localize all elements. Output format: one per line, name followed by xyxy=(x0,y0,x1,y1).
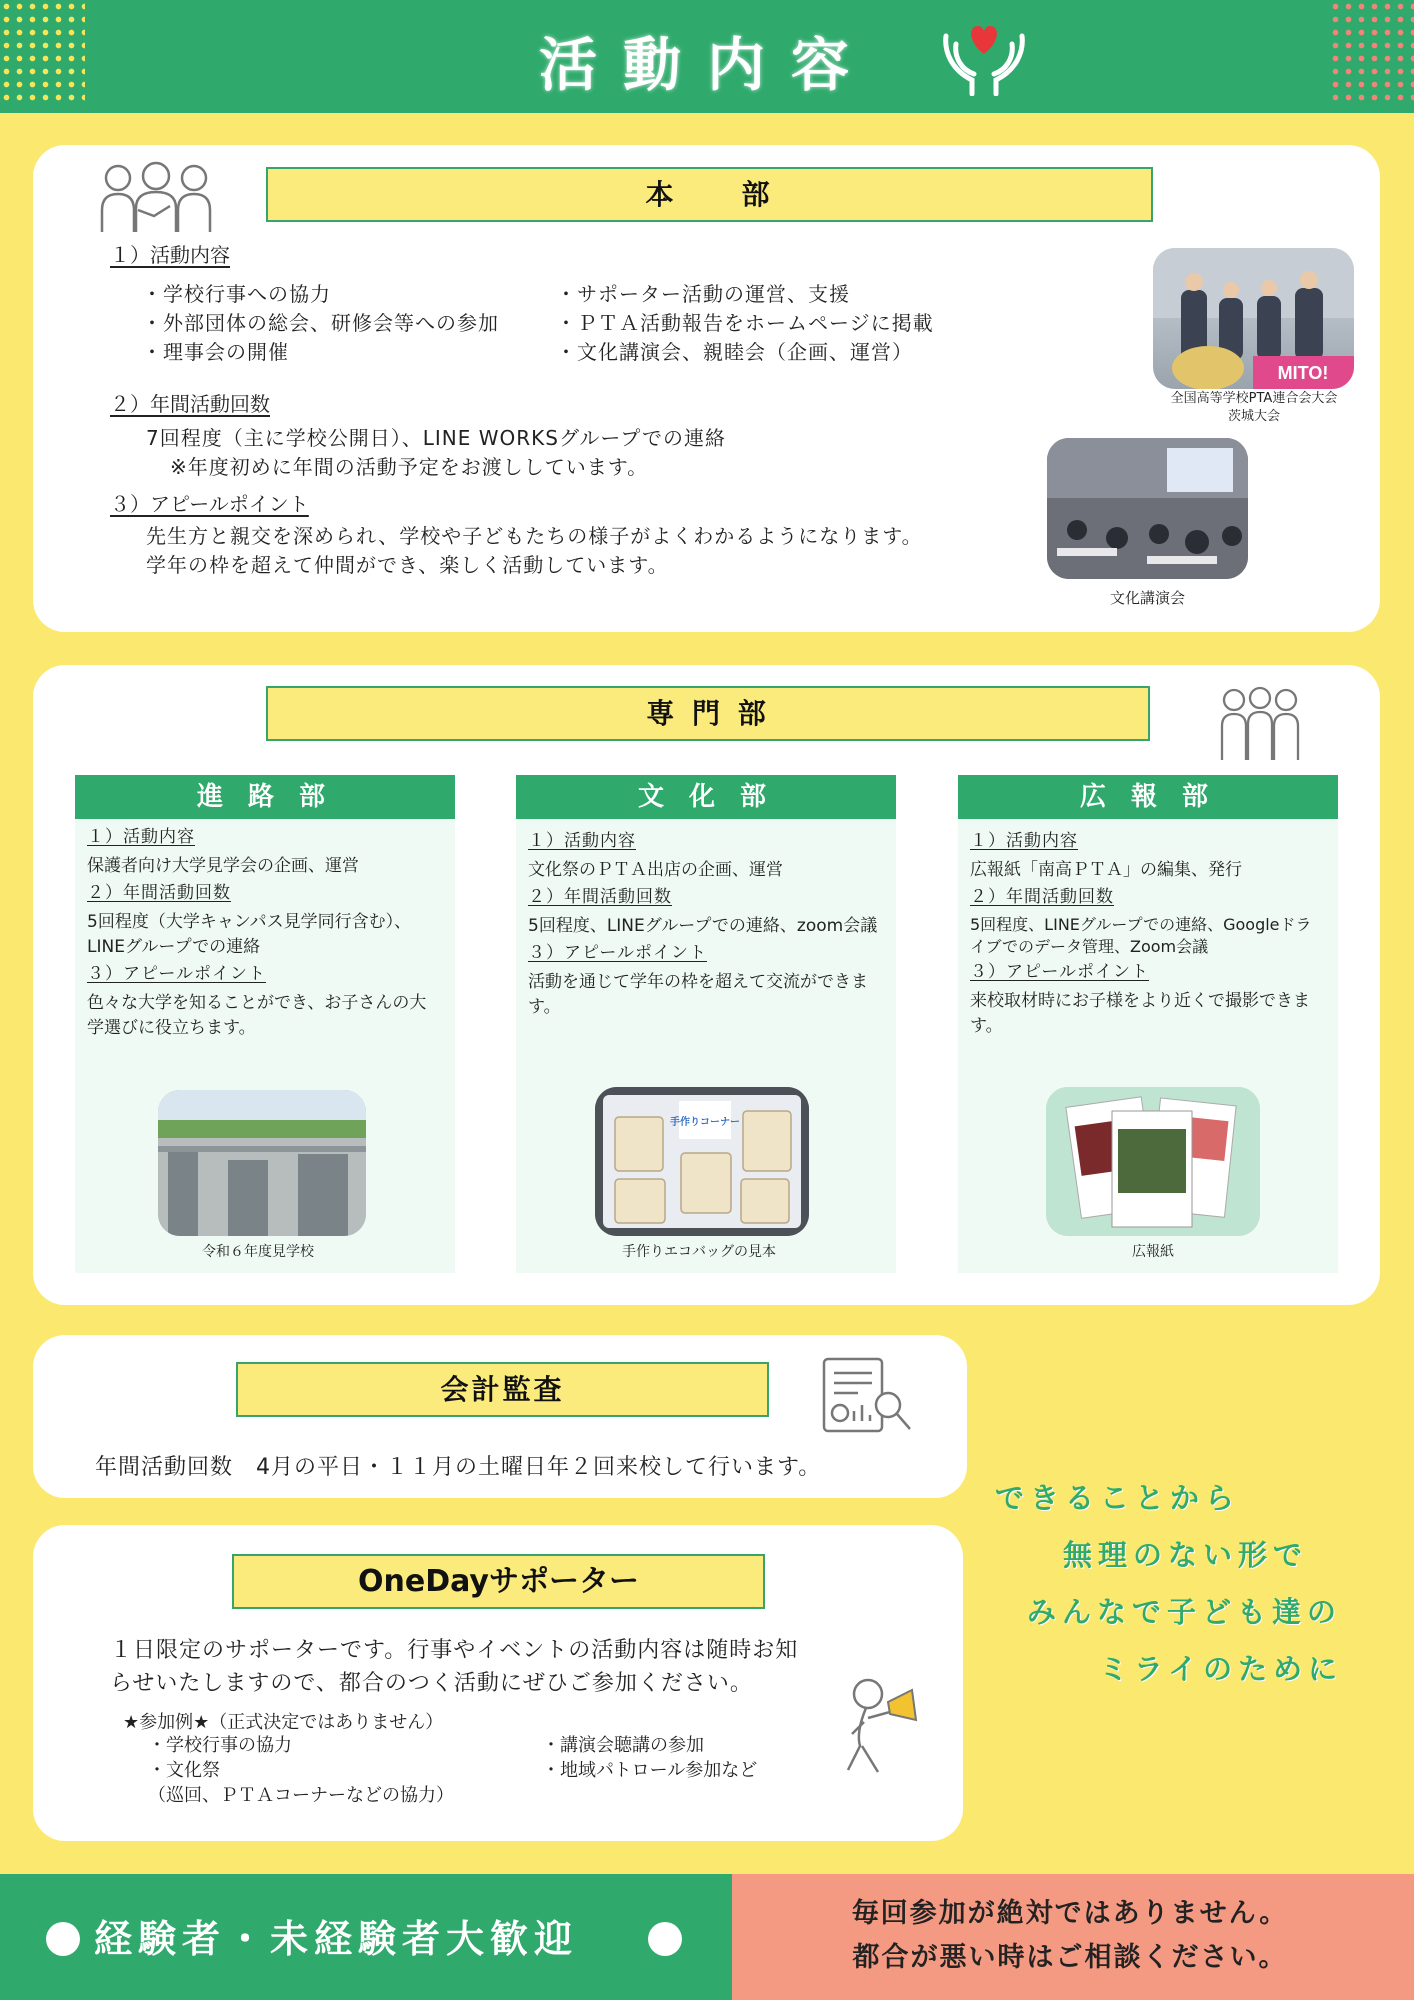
honbu-s1-heading: １）活動内容 xyxy=(110,243,230,267)
oneday-examples-right xyxy=(542,1733,757,1783)
column-text: 5回程度（大学キャンパス見学同行含む）、LINEグループでの連絡 xyxy=(87,912,412,957)
honbu-s1-list-left xyxy=(142,280,499,367)
column-text: 文化祭のＰＴＡ出店の企画、運営 xyxy=(528,860,783,880)
ecobag-photo xyxy=(595,1087,809,1236)
column-heading: １）活動内容 xyxy=(87,827,195,847)
convention-photo-caption xyxy=(1130,390,1378,426)
slogan-line-2: 無理のない形で xyxy=(1063,1538,1309,1572)
list-item: ・講演会聴講の参加 xyxy=(542,1735,704,1756)
footer-note-line: 毎回参加が絶対ではありません。 xyxy=(851,1898,1289,1929)
column-heading: ３）アピールポイント xyxy=(87,964,266,984)
lecture-photo xyxy=(1047,438,1248,579)
list-item: ・外部団体の総会、研修会等への参加 xyxy=(142,311,499,335)
column-heading: ３）アピールポイント xyxy=(528,943,707,963)
oneday-title: OneDayサポーター xyxy=(232,1554,765,1609)
honbu-s2-heading: ２）年間活動回数 xyxy=(110,392,270,416)
mito-sign-text: MITO! xyxy=(1277,363,1329,383)
page-title: 活動内容 xyxy=(538,31,875,99)
bullet-circle-right xyxy=(648,1922,682,1956)
column-text: 広報紙「南高ＰＴＡ」の編集、発行 xyxy=(970,860,1242,880)
oneday-examples-heading: ★参加例★（正式決定ではありません） xyxy=(123,1712,444,1733)
list-item: ・サポーター活動の運営、支援 xyxy=(556,282,850,306)
list-item: ・学校行事への協力 xyxy=(142,282,331,306)
honbu-s3-line2: 学年の枠を超えて仲間ができ、楽しく活動しています。 xyxy=(146,553,669,577)
hands-heart-icon xyxy=(938,22,1030,96)
column-heading: １）活動内容 xyxy=(528,831,636,851)
column-caption: 令和６年度見学校 xyxy=(202,1244,314,1260)
column-text: 来校取材時にお子様をより近くで撮影できます。 xyxy=(970,991,1310,1036)
honbu-s1-list-right xyxy=(556,280,934,367)
slogan-line-3: みんなで子ども達の xyxy=(1027,1595,1343,1629)
honbu-s3-line1: 先生方と親交を深められ、学校や子どもたちの様子がよくわかるようになります。 xyxy=(146,524,923,548)
senmon-title: 専 門 部 xyxy=(266,686,1150,741)
oneday-examples-left xyxy=(148,1733,454,1808)
audit-document-icon xyxy=(818,1355,914,1435)
column-heading: ２）年間活動回数 xyxy=(970,887,1114,907)
column-text: 5回程度、LINEグループでの連絡、Googleドライブでのデータ管理、Zoom会議 xyxy=(970,915,1312,956)
kaikei-title: 会計監査 xyxy=(236,1362,769,1417)
honbu-s2-line1: 7回程度（主に学校公開日）、LINE WORKSグループでの連絡 xyxy=(146,426,726,450)
convention-group-photo xyxy=(1153,248,1354,389)
list-item: （巡回、ＰＴＡコーナーなどの協力） xyxy=(148,1785,454,1806)
oneday-text-line: らせいたしますので、都合のつく活動にぜひご参加ください。 xyxy=(110,1671,753,1696)
column-text: 色々な大学を知ることができ、お子さんの大学選びに役立ちます。 xyxy=(87,993,427,1038)
people-group-icon xyxy=(98,160,216,234)
lecture-photo-caption: 文化講演会 xyxy=(1109,589,1185,607)
honbu-s3-heading: ３）アピールポイント xyxy=(110,492,309,516)
slogan-line-4: ミライのために xyxy=(1099,1652,1344,1686)
column-caption: 広報紙 xyxy=(1132,1244,1174,1260)
list-item: ・文化講演会、親睦会（企画、運営） xyxy=(556,340,913,364)
bullet-circle-left xyxy=(46,1922,80,1956)
column-heading: ２）年間活動回数 xyxy=(87,883,231,903)
team-icon xyxy=(1220,686,1300,762)
megaphone-person-icon xyxy=(838,1672,922,1776)
slogan-line-1: できることから xyxy=(995,1481,1241,1515)
list-item: ・地域パトロール参加など xyxy=(542,1760,758,1781)
column-heading: ２）年間活動回数 xyxy=(528,887,672,907)
footer-note xyxy=(760,1892,1380,1980)
caption-line: 茨城大会 xyxy=(1227,409,1280,424)
footer-welcome-text: 経験者・未経験者大歓迎 xyxy=(94,1917,579,1961)
column-title: 広 報 部 xyxy=(958,775,1338,819)
column-caption: 手作りエコバッグの見本 xyxy=(622,1244,776,1260)
column-text: 活動を通じて学年の枠を超えて交流ができます。 xyxy=(528,972,868,1017)
column-text: 5回程度、LINEグループでの連絡、zoom会議 xyxy=(528,916,878,936)
column-heading: ３）アピールポイント xyxy=(970,962,1149,982)
university-photo xyxy=(158,1090,366,1236)
honbu-title: 本 部 xyxy=(266,167,1153,222)
footer-note-line: 都合が悪い時はご相談ください。 xyxy=(852,1942,1288,1973)
kaikei-text: 年間活動回数 4月の平日・１１月の土曜日年２回来校して行います。 xyxy=(95,1455,822,1480)
ecobag-sign-text: 手作りコーナー xyxy=(670,1117,740,1128)
column-title: 進 路 部 xyxy=(75,775,455,819)
oneday-text-line: １日限定のサポーターです。行事やイベントの活動内容は随時お知 xyxy=(110,1638,799,1663)
list-item: ・理事会の開催 xyxy=(142,340,289,364)
list-item: ・文化祭 xyxy=(148,1760,220,1781)
column-heading: １）活動内容 xyxy=(970,831,1078,851)
newsletter-photo xyxy=(1046,1087,1260,1236)
column-title: 文 化 部 xyxy=(516,775,896,819)
caption-line: 全国高等学校PTA連合会大会 xyxy=(1170,391,1338,406)
list-item: ・ＰＴＡ活動報告をホームページに掲載 xyxy=(556,311,934,335)
oneday-description xyxy=(110,1634,798,1700)
list-item: ・学校行事の協力 xyxy=(148,1735,292,1756)
column-text: 保護者向け大学見学会の企画、運営 xyxy=(87,856,359,876)
honbu-s2-line2: ※年度初めに年間の活動予定をお渡ししています。 xyxy=(170,455,649,479)
